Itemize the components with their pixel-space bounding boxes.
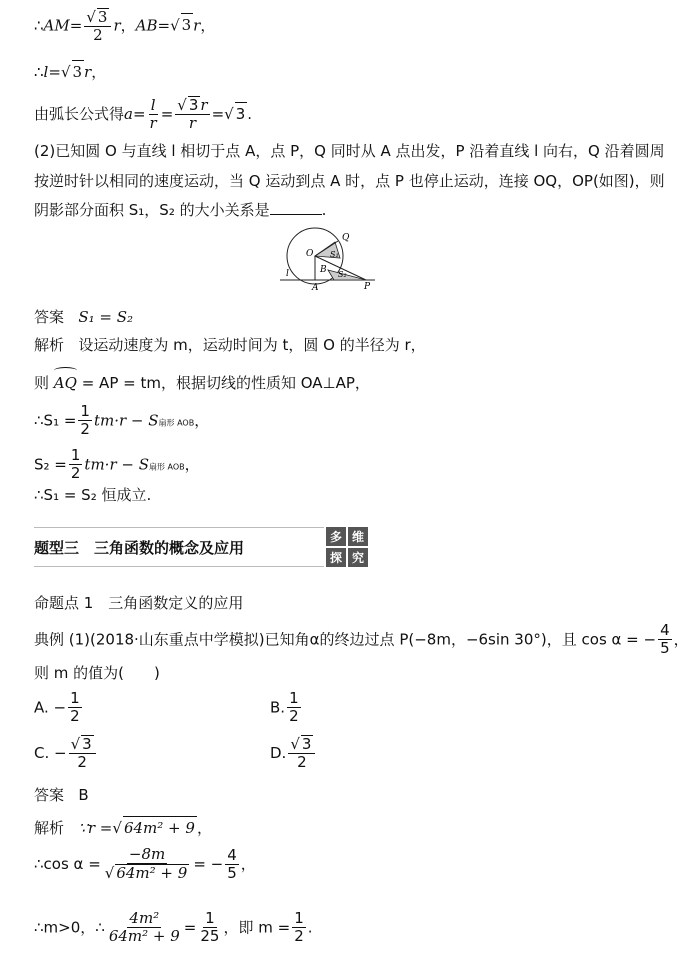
tag-duo: 多: [326, 527, 346, 546]
section-banner: [34, 527, 367, 567]
option-b: B. $\frac{1}{2}$: [270, 689, 299, 726]
banner-tags: [326, 527, 368, 567]
answer-1: 答案 S₁ = S₂: [34, 308, 134, 326]
problem-2-line-1: (2)已知圆 O 与直线 l 相切于点 A，点 P，Q 同时从 A 点出发，P 沿着直线 l 向右，Q 沿着圆周: [34, 142, 665, 160]
s1-formula: ∴S₁ = $\frac{1}{2}$ tm·r − S扇形 AOB，: [34, 402, 210, 439]
analysis-1: 解析 设运动速度为 m，运动时间为 t，圆 O 的半径为 r，: [34, 336, 426, 354]
option-a: A. − $\frac{1}{2}$: [34, 689, 80, 726]
mingti-heading: 命题点 1 三角函数定义的应用: [34, 594, 244, 612]
example-line-2: 则 m 的值为( ): [34, 664, 160, 682]
label-o: O: [306, 249, 314, 259]
cos-formula: ∴cos α = $\frac{-8m}{\text{√ 64m² + 9}}$ = − $\frac{4}{5}$ ，: [34, 845, 256, 883]
label-a: A: [312, 283, 319, 293]
tag-jiu: 究: [348, 548, 368, 567]
line-arc-formula: 由弧长公式得a= $\frac{l}{r}$ = $\frac{√ 3 r}{r}$ =√ 3 .: [34, 95, 253, 133]
m-solution: ∴m>0，∴ $\frac{\text{4m²}}{\text{64m² + 9}}$ = $\frac{1}{25}$ ，即 m = $\frac{1}{2}$ .: [34, 909, 313, 946]
label-q: Q: [342, 233, 350, 243]
problem-2-line-3: 阴影部分面积 S₁，S₂ 的大小关系是 .: [34, 201, 327, 219]
example-line-1: 典例 (1)(2018·山东重点中学模拟)已知角α的终边过点 P(−8m，−6sin 30°)，且 cos α = − $\frac{4}{5}$ ，: [34, 621, 689, 658]
conclusion: ∴S₁ = S₂ 恒成立.: [34, 486, 152, 504]
answer-2: 答案 B: [34, 786, 89, 804]
tangent-line: 则 AQ = AP = tm，根据切线的性质知 OA⊥AP，: [34, 369, 370, 394]
label-s1: S₁: [330, 250, 339, 259]
label-l: l: [286, 269, 289, 279]
banner-title: 题型三 三角函数的概念及应用: [34, 539, 245, 557]
option-d: D. $\frac{√ 3}{2}$: [270, 735, 317, 772]
tag-tan: 探: [326, 548, 346, 567]
label-p: P: [364, 282, 371, 292]
option-c: C. − $\frac{√ 3}{2}$: [34, 735, 98, 772]
analysis-2-r: 解析 ∵r =√ 64m² + 9 ，: [34, 816, 212, 839]
label-s2: S₂: [338, 270, 347, 279]
problem-2-line-2: 按逆时针以相同的速度运动，当 Q 运动到点 A 时，点 P 也停止运动，连接 OQ，OP(如图)，则: [34, 172, 665, 190]
answer-blank: [270, 200, 322, 215]
line-l-eq: ∴l=√ 3 r，: [34, 60, 106, 83]
line-am-ab: ∴AM= $\frac{√ 3}{2}$ r，AB=√ 3 r，: [34, 8, 216, 45]
s2-formula: S₂ = $\frac{1}{2}$ tm·r − S扇形 AOB，: [34, 446, 200, 483]
label-b: B: [320, 265, 327, 275]
tag-wei: 维: [348, 527, 368, 546]
geometry-figure: [280, 226, 380, 292]
